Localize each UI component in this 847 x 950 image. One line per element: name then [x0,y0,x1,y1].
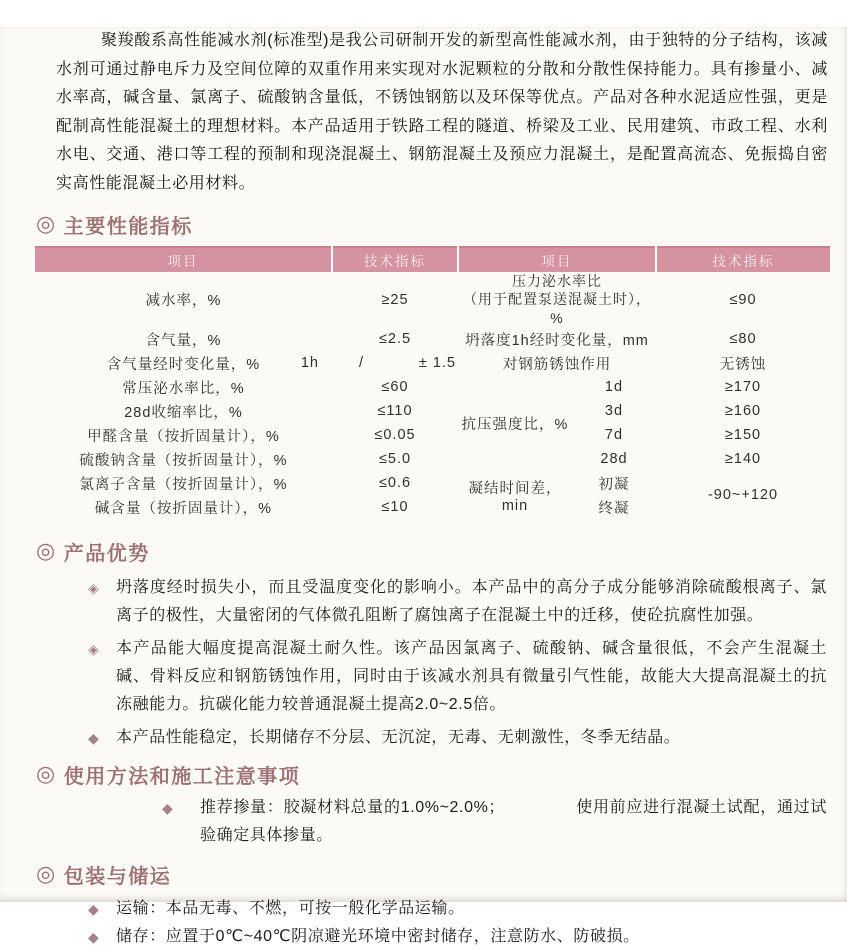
cell-label: 对钢筋锈蚀作用 [502,356,612,373]
diamond-bullet-icon: ◈ [88,641,99,658]
list-item [88,924,827,950]
table-row [35,447,830,471]
section-title-usage: 使用方法和施工注意事项 [63,765,301,788]
table-header-row [35,247,830,272]
list-item [88,574,827,630]
cell-age: 7d [604,427,624,444]
cell-label: 28d收缩率比，% [124,404,243,421]
list-item [88,896,827,923]
cell-label [35,351,332,375]
cell-label-text: 含气量经时变化量，% [106,356,261,373]
cell-value [332,351,458,375]
list-item-text: 运输：本品无毒、不燃，可按一般化学品运输。 [116,900,465,918]
cell-group-label: 凝结时间差，min [468,480,562,514]
cell-value: ≥160 [724,403,762,420]
section-heading-performance [36,209,847,239]
cell-slash: / [359,355,365,372]
cell-value: ≤60 [381,379,409,396]
section-heading-advantages [36,536,847,566]
section-title-advantages: 产品优势 [63,542,150,565]
col-header-item-left: 项目 [35,247,332,272]
col-header-item-right: 项目 [458,247,656,272]
table-row [35,375,830,399]
cell-age: 28d [600,451,628,468]
advantages-list [88,574,827,752]
diamond-bullet-icon: ◆ [88,928,99,945]
table-row [35,399,830,423]
cell-value: ≥140 [724,451,762,468]
diamond-bullet-icon: ◆ [88,730,99,747]
double-circle-icon: ◎ [36,861,57,887]
cell-age: 初凝 [598,476,630,493]
cell-age: 终凝 [598,500,630,517]
cell-value: 无锈蚀 [719,356,767,373]
cell-value: ≥25 [381,291,409,308]
cell-label: 硫酸钠含量（按折固量计），% [79,452,288,469]
performance-table [35,246,830,519]
document-page [0,27,847,945]
cell-label-line2: （用于配置泵送混凝土时），% [463,291,651,326]
cell-value: -90~+120 [707,487,779,504]
list-item [88,724,827,752]
cell-sub-time: 1h [300,355,319,372]
section-heading-packing [36,859,847,889]
col-header-spec-left: 技术指标 [332,247,458,272]
table-row [35,351,830,375]
diamond-bullet-icon: ◈ [88,580,99,597]
cell-value: ≤5.0 [378,451,412,468]
section-heading-usage [36,759,847,789]
usage-note: 使用前应进行混凝土试配，通过试验确定具体掺量。 [200,799,828,845]
cell-label: 含气量，% [145,332,222,349]
table-row [35,327,830,351]
cell-label-line1: 压力泌水率比 [512,273,602,289]
section-title-performance: 主要性能指标 [63,215,193,238]
cell-value: ≤0.05 [374,427,416,444]
double-circle-icon: ◎ [36,761,57,787]
cell-age: 1d [604,379,624,396]
double-circle-icon: ◎ [36,211,57,236]
usage-dosage: 推荐掺量：胶凝材料总量的1.0%~2.0%； [200,799,506,817]
usage-text [200,794,827,850]
cell-label: 减水率，% [145,293,222,310]
cell-group-label: 抗压强度比，% [461,416,569,433]
cell-label: 氯离子含量（按折固量计），% [79,476,288,493]
cell-value: ≤10 [381,499,409,516]
table-row [35,471,830,495]
intro-paragraph: 聚羧酸系高性能减水剂(标准型)是我公司研制开发的新型高性能减水剂，由于独特的分子结构，该减水剂可通过静电斥力及空间位障的双重作用来实现对水泥颗粒的分散和分散性保持能力。具有掺量小、减水率高，碱含量、氯离子、硫酸钠含量低，不锈蚀钢筋以及环保等优点。产品对各种水泥适应性强，更是配制高性能混凝土的理想材料。本产品适用于铁路工程的隧道、桥梁及工业、民用建筑、市政工程、水利水电、交通、港口等工程的预制和现浇混凝土、钢筋混凝土及预应力混凝土，是配置高流态、免振捣自密实高性能混凝土必用材料。 [56,32,828,192]
cell-value-text: ± 1.5 [418,355,456,372]
cell-value: ≥150 [724,427,762,444]
list-item [88,635,827,719]
cell-value: ≤80 [729,331,757,348]
cell-label: 坍落度1h经时变化量，mm [465,332,649,349]
cell-age: 3d [604,403,624,420]
usage-line [162,794,827,850]
section-title-packing: 包装与储运 [63,865,172,888]
cell-value: ≥170 [724,379,762,396]
cell-label [458,272,656,327]
list-item-text: 本产品性能稳定，长期储存不分层、无沉淀，无毒、无刺激性，冬季无结晶。 [116,729,681,747]
cell-label: 常压泌水率比，% [122,380,245,397]
list-item-text: 储存：应置于0℃~40℃阴凉避光环境中密封储存，注意防水、防破损。 [116,927,640,945]
table-row [35,272,830,327]
cell-value: ≤2.5 [378,331,412,348]
cell-label: 碱含量（按折固量计），% [94,500,273,517]
cell-value: ≤0.6 [378,475,412,492]
packing-list [88,896,827,950]
diamond-bullet-icon: ◆ [162,800,173,817]
cell-value: ≤110 [377,403,413,420]
table-row [35,423,830,447]
cell-value: ≤90 [729,291,757,308]
diamond-bullet-icon: ◆ [88,901,99,918]
double-circle-icon: ◎ [36,538,57,564]
cell-label: 甲醛含量（按折固量计），% [87,428,280,445]
col-header-spec-right: 技术指标 [656,247,830,272]
list-item-text: 坍落度经时损失小，而且受温度变化的影响小。本产品中的高分子成分能够消除硫酸根离子、氯离子的极性，大量密闭的气体微孔阻断了腐蚀离子在混凝土中的迁移，使砼抗腐性加强。 [116,579,827,625]
list-item-text: 本产品能大幅度提高混凝土耐久性。该产品因氯离子、硫酸钠、碱含量很低，不会产生混凝土碱、骨料反应和钢筋锈蚀作用，同时由于该减水剂具有微量引气性能，故能大大提高混凝土的抗冻融能力。抗碳化能力较普通混凝土提高2.0~2.5倍。 [116,640,827,714]
